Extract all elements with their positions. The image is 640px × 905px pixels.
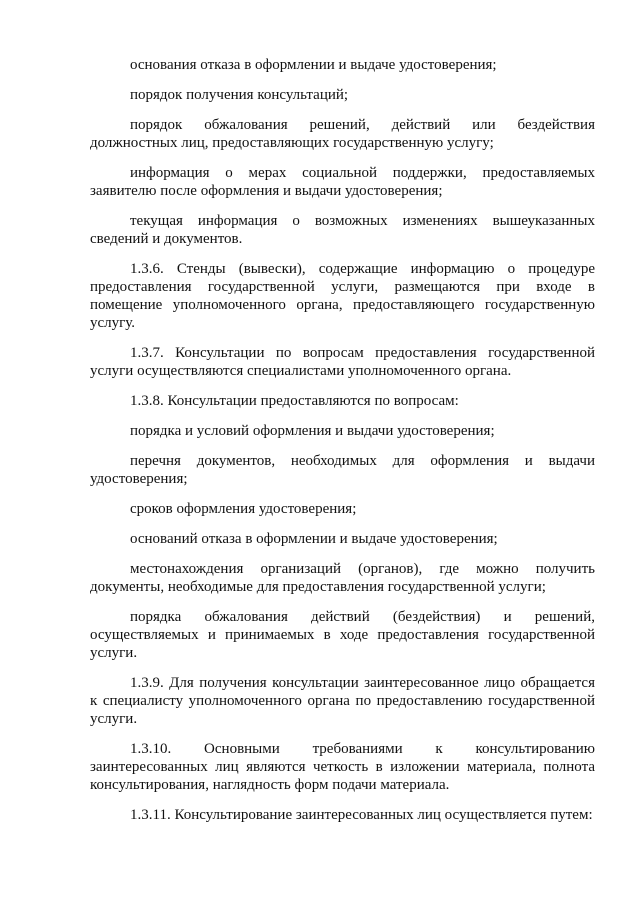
paragraph: порядок обжалования решений, действий или бездействия должностных лиц, предоставляющих государственную услугу; (90, 117, 595, 151)
paragraph: местонахождения организаций (органов), где можно получить документы, необходимые для предоставления государственной услуги; (90, 561, 595, 595)
paragraph: сроков оформления удостоверения; (130, 501, 357, 517)
paragraph: текущая информация о возможных изменениях вышеуказанных сведений и документов. (90, 213, 595, 247)
paragraph: 1.3.8. Консультации предоставляются по вопросам: (130, 393, 459, 409)
paragraph: порядка обжалования действий (бездействия) и решений, осуществляемых и принимаемых в ходе предоставления государственной услуги. (90, 609, 595, 661)
paragraph: порядок получения консультаций; (130, 87, 349, 103)
paragraph: 1.3.9. Для получения консультации заинтересованное лицо обращается к специалисту уполномоченного органа по предоставлению государственной услуги. (90, 675, 595, 727)
paragraph: оснований отказа в оформлении и выдаче удостоверения; (130, 531, 498, 547)
paragraph: 1.3.7. Консультации по вопросам предоставления государственной услуги осуществляются специалистами уполномоченного органа. (90, 345, 595, 379)
paragraph: 1.3.10. Основными требованиями к консультированию заинтересованных лиц являются четкость в изложении материала, полнота консультирования, наглядность форм подачи материала. (90, 741, 595, 793)
paragraph: порядка и условий оформления и выдачи удостоверения; (130, 423, 495, 439)
document-page (90, 56, 595, 836)
paragraph: 1.3.11. Консультирование заинтересованных лиц осуществляется путем: (130, 807, 593, 823)
paragraph: основания отказа в оформлении и выдаче удостоверения; (130, 57, 497, 73)
paragraph: информация о мерах социальной поддержки, предоставляемых заявителю после оформления и выдачи удостоверения; (90, 165, 595, 199)
paragraph: перечня документов, необходимых для оформления и выдачи удостоверения; (90, 453, 595, 487)
paragraph: 1.3.6. Стенды (вывески), содержащие информацию о процедуре предоставления государственной услуги, размещаются при входе в помещение уполномоченного органа, предоставляющего государственную услугу. (90, 261, 595, 331)
